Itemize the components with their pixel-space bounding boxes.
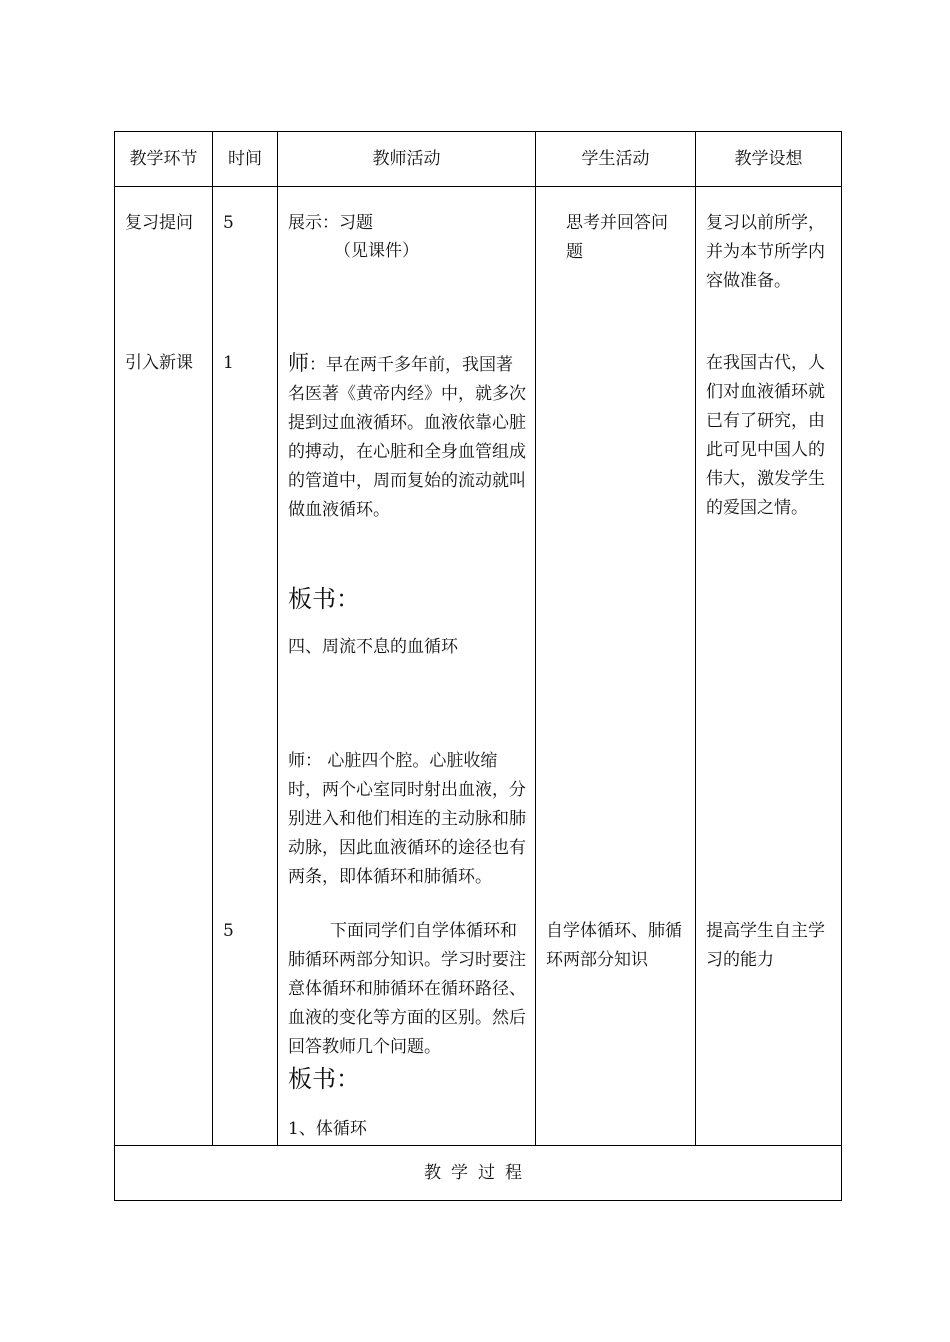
time-self-study: 5 xyxy=(223,921,234,941)
board1-item: 四、周流不息的血循环 xyxy=(288,637,458,657)
student-review: 思考并回答问题 xyxy=(566,213,668,262)
header-cell-teacher: 教师活动 xyxy=(278,132,536,187)
body-row xyxy=(115,187,842,1146)
board2-label: 板书： xyxy=(288,1065,360,1093)
student-self-study: 自学体循环、肺循环两部分知识 xyxy=(546,921,682,970)
footer-row xyxy=(115,1146,842,1201)
teacher-show-line: 展示：习题 xyxy=(288,213,373,233)
board1-label: 板书： xyxy=(288,585,360,613)
teacher-shi-label: 师 xyxy=(288,351,309,375)
stage-intro: 引入新课 xyxy=(125,353,193,373)
teacher-intro-text xyxy=(288,349,528,525)
board2-item: 1、体循环 xyxy=(288,1119,367,1139)
design-review: 复习以前所学，并为本节所学内容做准备。 xyxy=(706,213,825,291)
teacher-heart-text: 师： 心脏四个腔。心脏收缩时，两个心室同时射出血液，分别进入和他们相连的主动脉和肺动脉，因此血液循环的途径也有两条，即体循环和肺循环。 xyxy=(288,751,526,887)
lesson-plan-table xyxy=(114,131,842,1201)
header-cell-student: 学生活动 xyxy=(536,132,696,187)
time-review: 5 xyxy=(223,213,234,233)
design-self-study: 提高学生自主学习的能力 xyxy=(706,921,825,970)
header-cell-design: 教学设想 xyxy=(696,132,842,187)
header-cell-time: 时间 xyxy=(213,132,278,187)
teacher-show-sub: （见课件） xyxy=(334,241,419,261)
footer-cell: 教学过程 xyxy=(115,1146,842,1201)
header-cell-stage: 教学环节 xyxy=(115,132,213,187)
teacher-intro-body: ：早在两千多年前，我国著名医著《黄帝内经》中，就多次提到过血液循环。血液依靠心脏的搏动，在心脏和全身血管组成的管道中，周而复始的流动就叫做血液循环。 xyxy=(288,355,526,520)
design-cell xyxy=(696,187,842,1146)
time-intro: 1 xyxy=(223,353,234,373)
teacher-cell xyxy=(278,187,536,1146)
time-cell xyxy=(213,187,278,1146)
student-cell xyxy=(536,187,696,1146)
design-intro: 在我国古代，人们对血液循环就已有了研究，由此可见中国人的伟大，激发学生的爱国之情。 xyxy=(706,353,825,518)
header-row xyxy=(115,132,842,187)
stage-cell xyxy=(115,187,213,1146)
teacher-self-study-text: 下面同学们自学体循环和肺循环两部分知识。学习时要注意体循环和肺循环在循环路径、血液的变化等方面的区别。然后回答教师几个问题。 xyxy=(288,921,526,1057)
stage-review: 复习提问 xyxy=(125,213,193,233)
